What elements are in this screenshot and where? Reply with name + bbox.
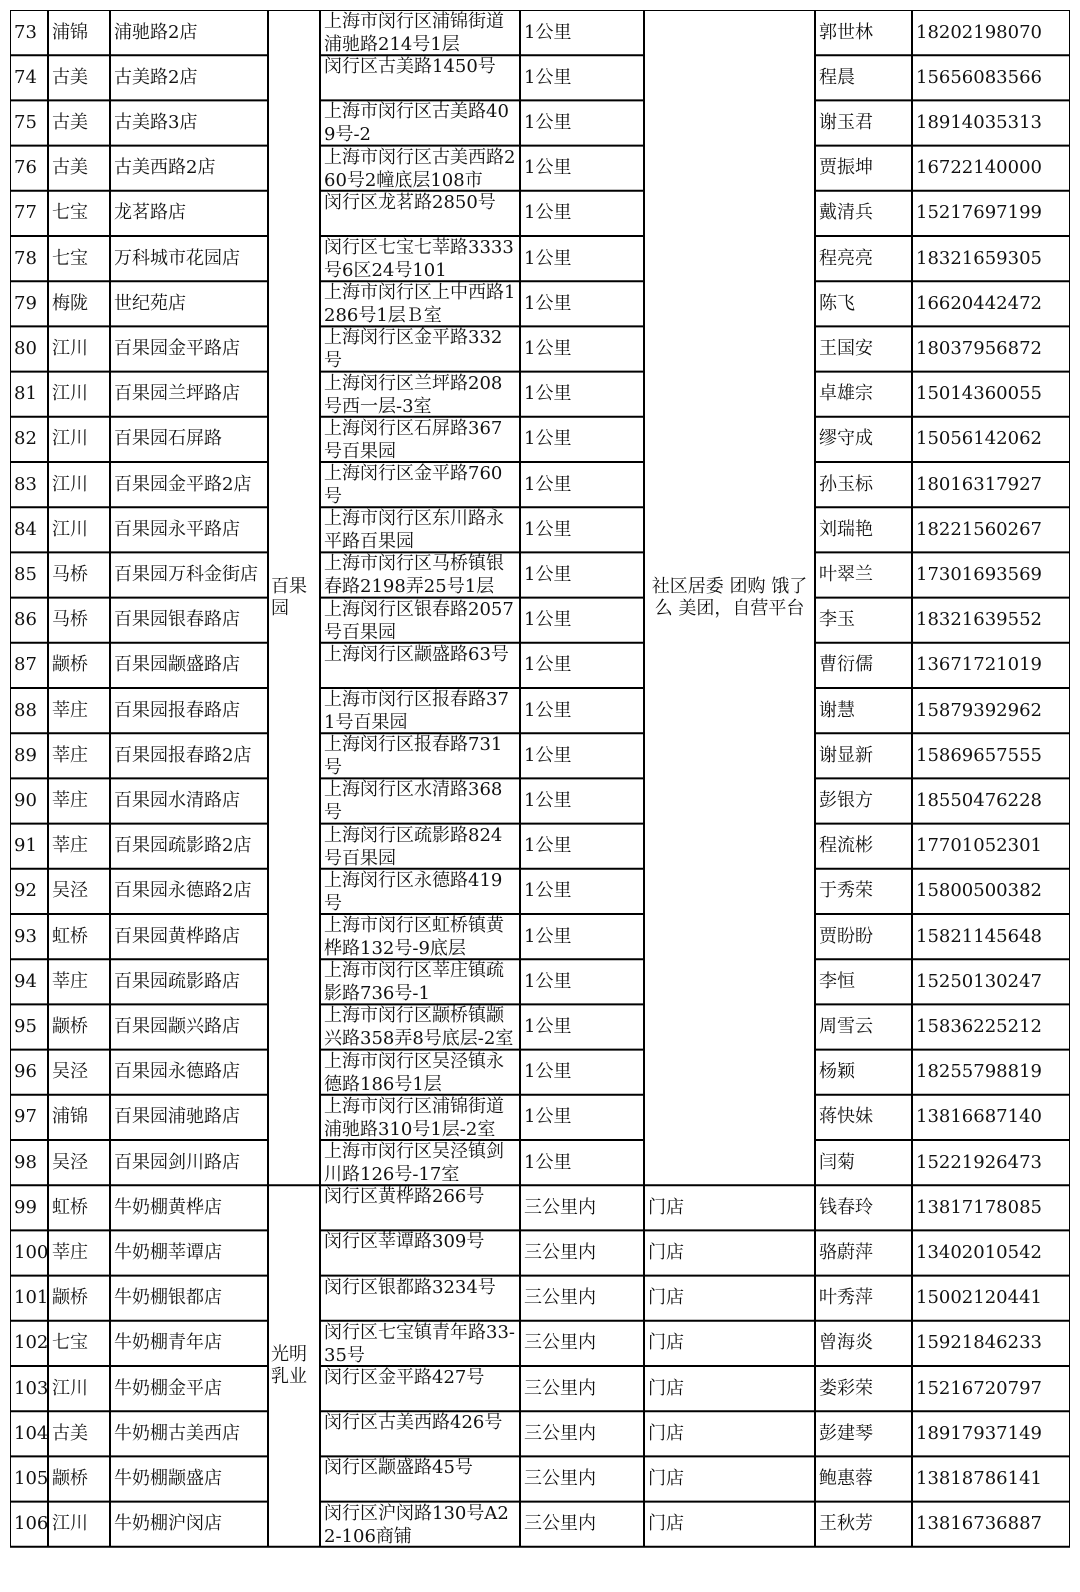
store-name: 牛奶棚颛盛店 xyxy=(114,1467,222,1489)
store-name: 百果园黄桦路店 xyxy=(114,925,240,947)
contact-person: 彭建琴 xyxy=(819,1422,873,1444)
store-address: 上海闵行区疏影路824号百果园 xyxy=(324,824,503,869)
town-name: 吴泾 xyxy=(52,1151,88,1173)
delivery-range: 1公里 xyxy=(524,835,572,857)
row-number: 89 xyxy=(14,744,37,766)
row-number: 98 xyxy=(14,1151,37,1173)
town-name: 颛桥 xyxy=(52,1287,88,1309)
store-address: 上海闵行区颛盛路63号 xyxy=(324,643,509,665)
contact-phone: 17301693569 xyxy=(916,563,1042,585)
contact-person: 程亮亮 xyxy=(819,247,873,269)
store-name: 百果园永德路2店 xyxy=(114,880,252,902)
delivery-range: 三公里内 xyxy=(524,1467,596,1489)
store-address: 上海市闵行区古美路409号-2 xyxy=(324,101,509,146)
store-address: 闵行区莘谭路309号 xyxy=(324,1231,485,1253)
row-number: 82 xyxy=(14,428,37,450)
row-number: 78 xyxy=(14,247,37,269)
contact-phone: 18321659305 xyxy=(916,247,1042,269)
contact-phone: 18255798819 xyxy=(916,1061,1042,1083)
contact-person: 叶秀萍 xyxy=(819,1287,873,1309)
row-number: 77 xyxy=(14,202,37,224)
delivery-range: 1公里 xyxy=(524,1015,572,1037)
contact-person: 戴清兵 xyxy=(819,202,873,224)
row-number: 84 xyxy=(14,518,37,540)
town-name: 莘庄 xyxy=(52,970,88,992)
delivery-range: 1公里 xyxy=(524,66,572,88)
sales-channel: 门店 xyxy=(648,1467,684,1489)
contact-phone: 16722140000 xyxy=(916,157,1042,179)
contact-phone: 18321639552 xyxy=(916,609,1042,631)
delivery-range: 1公里 xyxy=(524,880,572,902)
store-name: 百果园金平路2店 xyxy=(114,473,252,495)
row-number: 106 xyxy=(14,1513,48,1535)
town-name: 古美 xyxy=(52,1422,88,1444)
delivery-range: 1公里 xyxy=(524,157,572,179)
delivery-range: 1公里 xyxy=(524,1151,572,1173)
store-address: 闵行区七宝镇青年路33-35号 xyxy=(324,1321,515,1366)
contact-phone: 18914035313 xyxy=(916,111,1042,133)
store-address: 上海市闵行区马桥镇银春路2198弄25号1层 xyxy=(324,553,504,598)
sales-channel: 门店 xyxy=(648,1241,684,1263)
town-name: 马桥 xyxy=(52,609,88,631)
store-address: 上海闵行区水清路368号 xyxy=(324,779,503,824)
contact-person: 钱春玲 xyxy=(819,1196,873,1218)
store-address: 闵行区金平路427号 xyxy=(324,1367,485,1388)
town-name: 莘庄 xyxy=(52,699,88,721)
contact-person: 娄彩荣 xyxy=(819,1377,873,1399)
row-number: 95 xyxy=(14,1015,37,1037)
contact-phone: 13816736887 xyxy=(916,1513,1042,1535)
row-number: 93 xyxy=(14,925,37,947)
store-address: 闵行区银都路3234号 xyxy=(324,1276,496,1298)
store-name: 龙茗路店 xyxy=(114,202,186,224)
delivery-range: 1公里 xyxy=(524,609,572,631)
delivery-range: 1公里 xyxy=(524,383,572,405)
row-number: 88 xyxy=(14,699,37,721)
contact-person: 曾海炎 xyxy=(819,1332,873,1354)
store-name: 百果园万科金街店 xyxy=(114,563,258,585)
delivery-range: 1公里 xyxy=(524,21,572,43)
contact-phone: 15056142062 xyxy=(916,428,1042,450)
store-address: 上海闵行区金平路332号 xyxy=(324,327,503,372)
contact-phone: 15869657555 xyxy=(916,744,1042,766)
row-number: 79 xyxy=(14,292,37,314)
town-name: 古美 xyxy=(52,111,88,133)
contact-person: 王国安 xyxy=(819,337,873,359)
store-name: 百果园疏影路2店 xyxy=(114,835,252,857)
contact-phone: 15821145648 xyxy=(916,925,1042,947)
store-name: 百果园石屏路 xyxy=(114,428,222,450)
delivery-range: 1公里 xyxy=(524,699,572,721)
town-name: 江川 xyxy=(52,518,88,540)
store-name: 百果园永德路店 xyxy=(114,1061,240,1083)
row-number: 92 xyxy=(14,880,37,902)
contact-phone: 18202198070 xyxy=(916,21,1042,43)
store-address: 上海市闵行区吴泾镇剑川路126号-17室 xyxy=(324,1141,504,1185)
delivery-range: 三公里内 xyxy=(524,1332,596,1354)
contact-phone: 15221926473 xyxy=(916,1151,1042,1173)
row-number: 87 xyxy=(14,654,37,676)
town-name: 梅陇 xyxy=(52,292,88,314)
store-name: 万科城市花园店 xyxy=(114,247,240,269)
store-address: 闵行区古美西路426号 xyxy=(324,1412,503,1434)
store-address: 上海闵行区石屏路367号百果园 xyxy=(324,417,503,462)
sales-channel: 门店 xyxy=(648,1422,684,1444)
contact-person: 陈飞 xyxy=(819,292,855,314)
store-name: 百果园报春路2店 xyxy=(114,744,252,766)
store-name: 古美路2店 xyxy=(114,66,198,88)
delivery-range: 1公里 xyxy=(524,563,572,585)
row-number: 85 xyxy=(14,563,37,585)
town-name: 古美 xyxy=(52,66,88,88)
store-address: 上海市闵行区古美西路260号2幢底层108市 xyxy=(324,146,516,191)
store-address: 上海市闵行区东川路永平路百果园 xyxy=(324,508,504,553)
contact-phone: 15250130247 xyxy=(916,970,1042,992)
store-address: 上海市闵行区浦锦街道浦驰路214号1层 xyxy=(324,11,504,55)
town-name: 颛桥 xyxy=(52,1467,88,1489)
store-address: 上海市闵行区虹桥镇黄桦路132号-9底层 xyxy=(324,915,504,959)
brand-cell-baiguoyuan: 百果园 xyxy=(271,575,307,619)
delivery-range: 三公里内 xyxy=(524,1377,596,1399)
contact-person: 李恒 xyxy=(819,970,855,992)
store-address: 上海市闵行区莘庄镇疏影路736号-1 xyxy=(324,960,504,1005)
town-name: 江川 xyxy=(52,473,88,495)
contact-person: 周雪云 xyxy=(819,1015,873,1037)
town-name: 莘庄 xyxy=(52,1241,88,1263)
delivery-range: 三公里内 xyxy=(524,1196,596,1218)
store-name: 浦驰路2店 xyxy=(114,21,198,43)
town-name: 马桥 xyxy=(52,563,88,585)
row-number: 80 xyxy=(14,337,37,359)
sales-channel: 门店 xyxy=(648,1196,684,1218)
contact-person: 程晨 xyxy=(819,66,855,88)
contact-person: 骆蔚萍 xyxy=(819,1241,873,1263)
row-number: 76 xyxy=(14,157,37,179)
store-name: 百果园浦驰路店 xyxy=(114,1106,240,1128)
row-number: 81 xyxy=(14,383,37,405)
contact-person: 卓雄宗 xyxy=(819,383,873,405)
town-name: 七宝 xyxy=(52,202,88,224)
contact-person: 王秋芳 xyxy=(819,1513,873,1535)
store-address: 上海市闵行区颛桥镇颛兴路358弄8号底层-2室 xyxy=(324,1005,514,1050)
contact-phone: 13402010542 xyxy=(916,1241,1042,1263)
delivery-range: 1公里 xyxy=(524,1061,572,1083)
delivery-range: 1公里 xyxy=(524,428,572,450)
row-number: 86 xyxy=(14,609,37,631)
delivery-range: 1公里 xyxy=(524,202,572,224)
town-name: 江川 xyxy=(52,337,88,359)
store-name: 牛奶棚银都店 xyxy=(114,1287,222,1309)
contact-phone: 18550476228 xyxy=(916,789,1042,811)
store-table xyxy=(10,10,1070,1582)
town-name: 莘庄 xyxy=(52,744,88,766)
contact-phone: 15014360055 xyxy=(916,383,1042,405)
town-name: 浦锦 xyxy=(52,1106,88,1128)
store-address: 上海市闵行区吴泾镇永德路186号1层 xyxy=(324,1050,504,1095)
contact-phone: 13817178085 xyxy=(916,1196,1042,1218)
contact-person: 谢玉君 xyxy=(819,111,873,133)
contact-phone: 16620442472 xyxy=(916,292,1042,314)
town-name: 江川 xyxy=(52,1513,88,1535)
delivery-range: 1公里 xyxy=(524,789,572,811)
store-name: 百果园颛盛路店 xyxy=(114,654,240,676)
row-number: 101 xyxy=(14,1287,48,1309)
contact-person: 杨颖 xyxy=(819,1061,855,1083)
delivery-range: 三公里内 xyxy=(524,1513,596,1535)
sales-channel: 门店 xyxy=(648,1377,684,1399)
store-address: 闵行区七宝七莘路3333号6区24号101 xyxy=(324,237,514,281)
town-name: 浦锦 xyxy=(52,21,88,43)
contact-person: 谢慧 xyxy=(819,699,855,721)
town-name: 莘庄 xyxy=(52,789,88,811)
town-name: 颛桥 xyxy=(52,1015,88,1037)
store-name: 百果园兰坪路店 xyxy=(114,383,240,405)
store-name: 百果园剑川路店 xyxy=(114,1151,240,1173)
contact-person: 贾盼盼 xyxy=(819,925,873,947)
store-name: 牛奶棚沪闵店 xyxy=(114,1513,222,1535)
town-name: 七宝 xyxy=(52,1332,88,1354)
row-number: 96 xyxy=(14,1061,37,1083)
contact-person: 曹衍儒 xyxy=(819,654,873,676)
delivery-range: 1公里 xyxy=(524,970,572,992)
town-name: 虹桥 xyxy=(52,925,88,947)
delivery-range: 1公里 xyxy=(524,518,572,540)
town-name: 吴泾 xyxy=(52,1061,88,1083)
town-name: 七宝 xyxy=(52,247,88,269)
store-name: 牛奶棚金平店 xyxy=(114,1377,222,1399)
store-name: 百果园报春路店 xyxy=(114,699,240,721)
town-name: 莘庄 xyxy=(52,835,88,857)
town-name: 吴泾 xyxy=(52,880,88,902)
store-name: 百果园银春路店 xyxy=(114,609,240,631)
store-address: 上海闵行区永德路419号 xyxy=(324,869,503,914)
delivery-range: 1公里 xyxy=(524,292,572,314)
store-address: 上海闵行区金平路760号 xyxy=(324,463,503,507)
contact-phone: 18037956872 xyxy=(916,337,1042,359)
store-address: 上海闵行区兰坪路208号西一层-3室 xyxy=(324,372,503,417)
row-number: 73 xyxy=(14,21,37,43)
store-name: 百果园水清路店 xyxy=(114,789,240,811)
contact-phone: 18221560267 xyxy=(916,518,1042,540)
contact-phone: 13816687140 xyxy=(916,1106,1042,1128)
delivery-range: 1公里 xyxy=(524,925,572,947)
delivery-range: 1公里 xyxy=(524,337,572,359)
contact-person: 孙玉标 xyxy=(819,473,873,495)
store-name: 牛奶棚古美西店 xyxy=(114,1422,240,1444)
store-name: 牛奶棚黄桦店 xyxy=(114,1196,222,1218)
contact-phone: 17701052301 xyxy=(916,835,1042,857)
contact-person: 郭世林 xyxy=(819,21,873,43)
contact-phone: 15836225212 xyxy=(916,1015,1042,1037)
delivery-range: 1公里 xyxy=(524,744,572,766)
contact-person: 刘瑞艳 xyxy=(819,518,873,540)
row-number: 99 xyxy=(14,1196,37,1218)
delivery-range: 三公里内 xyxy=(524,1422,596,1444)
town-name: 虹桥 xyxy=(52,1196,88,1218)
contact-phone: 15879392962 xyxy=(916,699,1042,721)
row-number: 74 xyxy=(14,66,37,88)
sales-channel: 门店 xyxy=(648,1287,684,1309)
store-name: 牛奶棚莘谭店 xyxy=(114,1241,222,1263)
sales-channel: 门店 xyxy=(648,1332,684,1354)
town-name: 颛桥 xyxy=(52,654,88,676)
store-address: 闵行区龙茗路2850号 xyxy=(324,191,496,213)
contact-person: 彭银方 xyxy=(819,789,873,811)
brand-cell-guangming: 光明乳业 xyxy=(271,1343,307,1387)
delivery-range: 1公里 xyxy=(524,654,572,676)
row-number: 100 xyxy=(14,1241,48,1263)
store-name: 百果园永平路店 xyxy=(114,518,240,540)
contact-phone: 15216720797 xyxy=(916,1377,1042,1399)
row-number: 94 xyxy=(14,970,37,992)
contact-phone: 18016317927 xyxy=(916,473,1042,495)
row-number: 83 xyxy=(14,473,37,495)
row-number: 103 xyxy=(14,1377,48,1399)
store-address: 上海市闵行区浦锦街道浦驰路310号1层-2室 xyxy=(324,1095,504,1140)
town-name: 江川 xyxy=(52,428,88,450)
contact-person: 鲍惠蓉 xyxy=(819,1467,873,1489)
town-name: 江川 xyxy=(52,383,88,405)
contact-phone: 15921846233 xyxy=(916,1332,1042,1354)
contact-phone: 15217697199 xyxy=(916,202,1042,224)
store-name: 古美路3店 xyxy=(114,111,198,133)
contact-phone: 15800500382 xyxy=(916,880,1042,902)
contact-phone: 15002120441 xyxy=(916,1287,1042,1309)
contact-person: 缪守成 xyxy=(819,428,873,450)
contact-phone: 15656083566 xyxy=(916,66,1042,88)
store-address: 上海闵行区银春路2057号百果园 xyxy=(324,598,514,643)
town-name: 江川 xyxy=(52,1377,88,1399)
delivery-range: 1公里 xyxy=(524,473,572,495)
contact-person: 闫菊 xyxy=(819,1151,855,1173)
store-name: 百果园颛兴路店 xyxy=(114,1015,240,1037)
store-address: 闵行区颛盛路45号 xyxy=(324,1457,473,1479)
sales-channel: 门店 xyxy=(648,1513,684,1535)
store-name: 古美西路2店 xyxy=(114,157,216,179)
contact-person: 程流彬 xyxy=(819,835,873,857)
contact-phone: 13818786141 xyxy=(916,1467,1042,1489)
store-name: 百果园金平路店 xyxy=(114,337,240,359)
store-address: 闵行区沪闵路130号A22-106商铺 xyxy=(324,1502,509,1547)
channel-cell-baiguoyuan: 社区居委 团购 饿了么 美团，自营平台 xyxy=(651,575,808,619)
contact-person: 谢显新 xyxy=(819,744,873,766)
store-address: 上海市闵行区上中西路1286号1层Ｂ室 xyxy=(324,282,516,327)
store-address: 闵行区古美路1450号 xyxy=(324,56,496,78)
delivery-range: 1公里 xyxy=(524,1106,572,1128)
delivery-range: 1公里 xyxy=(524,111,572,133)
contact-person: 于秀荣 xyxy=(819,880,873,902)
store-name: 世纪苑店 xyxy=(114,292,186,314)
contact-person: 叶翠兰 xyxy=(819,563,873,585)
row-number: 105 xyxy=(14,1467,48,1489)
row-number: 91 xyxy=(14,835,37,857)
town-name: 古美 xyxy=(52,157,88,179)
row-number: 102 xyxy=(14,1332,48,1354)
store-address: 上海闵行区报春路731号 xyxy=(324,734,503,779)
contact-person: 蒋快妹 xyxy=(819,1106,873,1128)
delivery-range: 三公里内 xyxy=(524,1287,596,1309)
row-number: 90 xyxy=(14,789,37,811)
row-number: 75 xyxy=(14,111,37,133)
contact-phone: 13671721019 xyxy=(916,654,1042,676)
row-number: 97 xyxy=(14,1106,37,1128)
store-address: 上海市闵行区报春路371号百果园 xyxy=(324,689,509,733)
row-number: 104 xyxy=(14,1422,48,1444)
store-address: 闵行区黄桦路266号 xyxy=(324,1186,485,1208)
store-name: 牛奶棚青年店 xyxy=(114,1332,222,1354)
delivery-range: 1公里 xyxy=(524,247,572,269)
contact-phone: 18917937149 xyxy=(916,1422,1042,1444)
contact-person: 贾振坤 xyxy=(819,157,873,179)
delivery-range: 三公里内 xyxy=(524,1241,596,1263)
contact-person: 李玉 xyxy=(819,609,855,631)
store-name: 百果园疏影路店 xyxy=(114,970,240,992)
